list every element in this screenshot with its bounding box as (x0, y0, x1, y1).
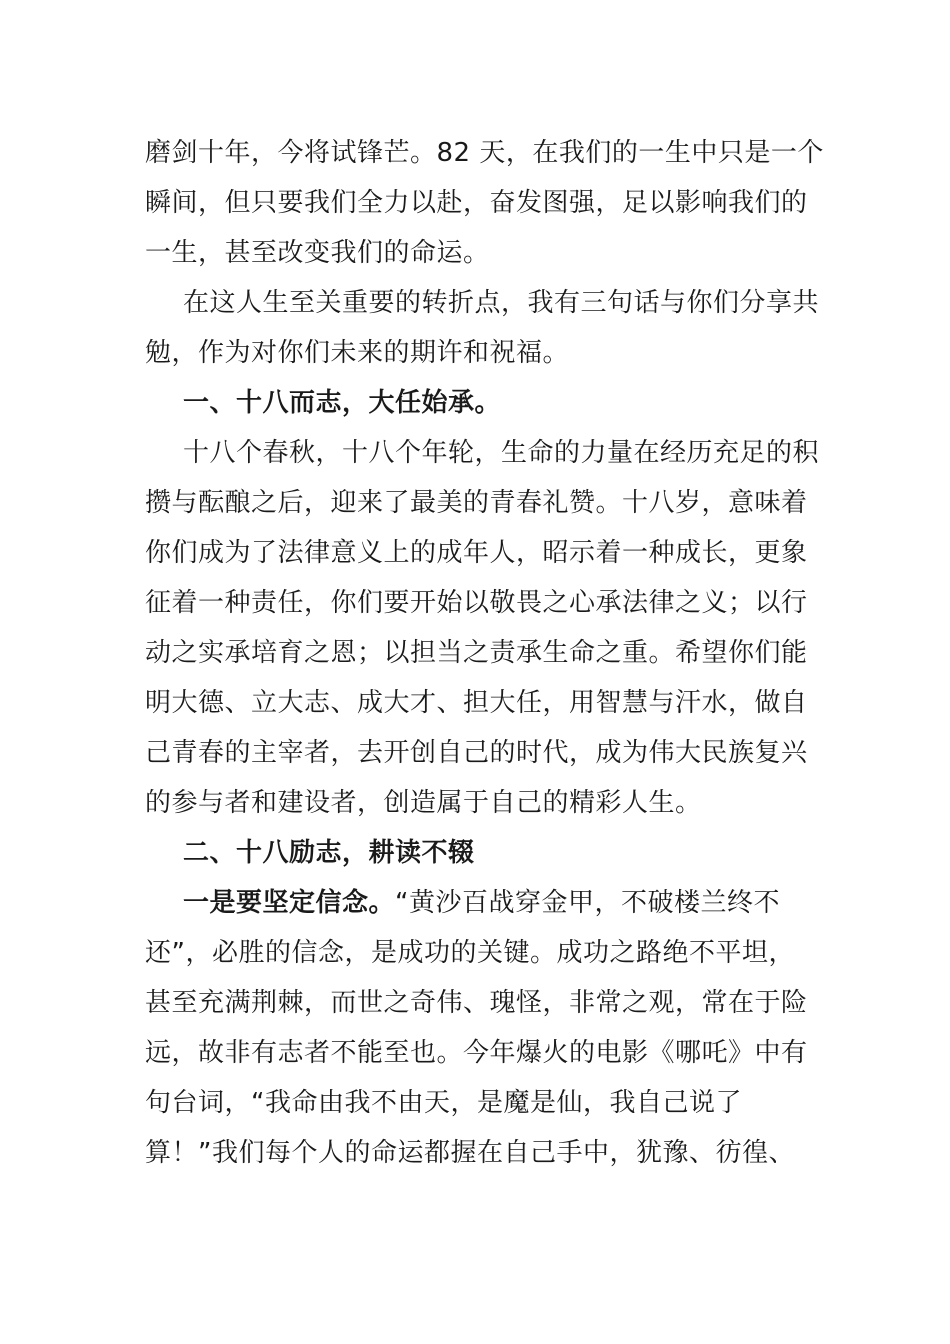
text-line: 一生，甚至改变我们的命运。 (145, 238, 490, 268)
text-line: 征着一种责任，你们要开始以敬畏之心承法律之义；以行 (145, 588, 808, 618)
text-line: 你们成为了法律意义上的成年人，昭示着一种成长，更象 (145, 538, 808, 568)
text-line: 在这人生至关重要的转折点，我有三句话与你们分享共 (183, 288, 820, 318)
text-line: 己青春的主宰者，去开创自己的时代，成为伟大民族复兴 (145, 738, 808, 768)
paragraph (145, 878, 810, 1178)
document-body (145, 128, 824, 1178)
paragraph (145, 428, 820, 828)
text-line: 十八个春秋，十八个年轮，生命的力量在经历充足的积 (183, 438, 820, 468)
text-line: 甚至充满荆棘，而世之奇伟、瑰怪，非常之观，常在于险 (145, 988, 808, 1018)
text-run: “黄沙百战穿金甲，不破楼兰终不 (395, 888, 780, 918)
paragraph (145, 128, 824, 278)
text-line: 的参与者和建设者，创造属于自己的精彩人生。 (145, 788, 702, 818)
text-line: 磨剑十年，今将试锋芒。82 天，在我们的一生中只是一个 (145, 138, 824, 168)
text-line: 远，故非有志者不能至也。今年爆火的电影《哪吒》中有 (145, 1038, 808, 1068)
paragraph (145, 278, 820, 378)
text-line: 还”，必胜的信念，是成功的关键。成功之路绝不平坦， (145, 938, 795, 968)
text-line: 明大德、立大志、成大才、担大任，用智慧与汗水，做自 (145, 688, 808, 718)
text-line: 句台词，“我命由我不由天，是魔是仙，我自己说了 (145, 1088, 742, 1118)
text-line: 瞬间，但只要我们全力以赴，奋发图强，足以影响我们的 (145, 188, 808, 218)
text-line: 算！”我们每个人的命运都握在自己手中，犹豫、彷徨、 (145, 1138, 795, 1168)
text-line (145, 878, 810, 928)
text-line: 攒与酝酿之后，迎来了最美的青春礼赞。十八岁，意味着 (145, 488, 808, 518)
paragraph-lead: 一是要坚定信念。 (183, 888, 396, 918)
text-line: 动之实承培育之恩；以担当之责承生命之重。希望你们能 (145, 638, 808, 668)
section-heading: 一、十八而志，大任始承。 (183, 388, 502, 418)
text-line: 勉，作为对你们未来的期许和祝福。 (145, 338, 570, 368)
section-heading: 二、十八励志，耕读不辍 (183, 838, 475, 868)
